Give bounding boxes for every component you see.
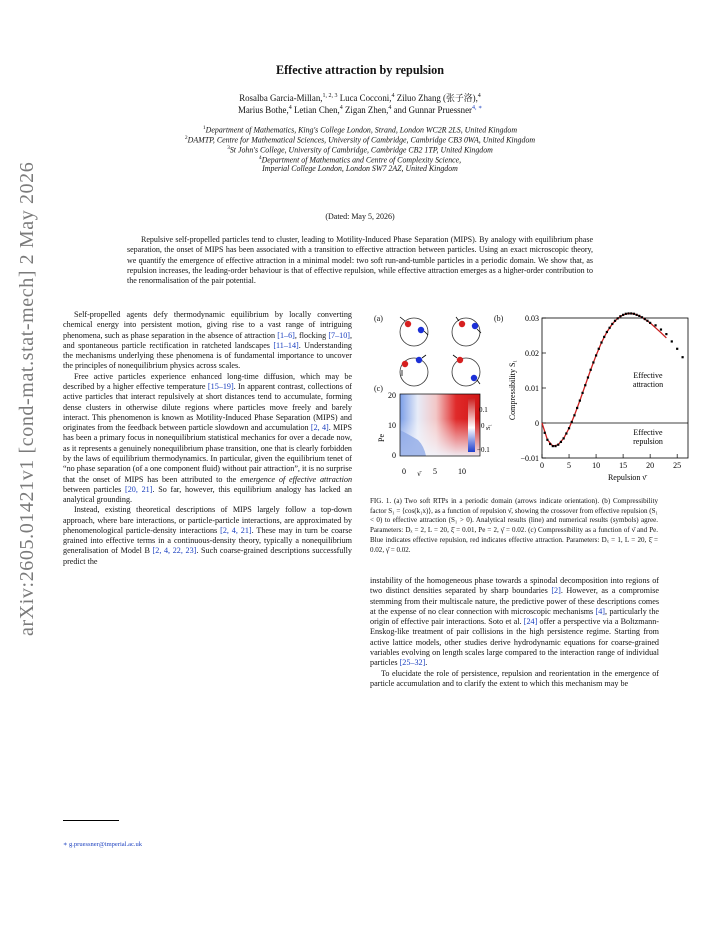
- particle-pair-3: [400, 355, 428, 386]
- panel-b-label: (b): [494, 314, 504, 323]
- panel-a-particles: [388, 312, 498, 392]
- b-data-point: [573, 414, 575, 416]
- panel-b-chart: [498, 308, 693, 488]
- annot-attraction-1: Effective: [633, 371, 663, 380]
- b-data-point: [576, 407, 578, 409]
- paragraph: To elucidate the role of persistence, repulsion and reorientation in the emergence of particle accumulation and to clarify the extent to which this mechanism may be: [370, 668, 659, 688]
- left-column: [63, 310, 352, 567]
- b-data-point: [565, 432, 567, 434]
- b-data-point: [590, 369, 592, 371]
- figure-caption: FIG. 1. (a) Two soft RTPs in a periodic domain (arrows indicate orientation). (b) Compressibility factor S₁ = ⟨cos(k₁x)⟩, as a function of repulsion ν̄, showing the crossover from effective repulsion (S₁ < 0) to effective attraction (S₁ > 0). Analytical results (line) and numerical results (symbols) agree. Parameters: Dₓ = 2, L = 20, ξ̄ = 0.01, Pe = 2, γ̄ = 0.02. (c) Compressibility as a function of ν̄ and Pe. Blue indicates effective repulsion, red indicates effective attraction. Parameters: Dₓ = 1, L = 20, ξ̄ = 0.02, γ̄ = 0.02.: [370, 497, 659, 554]
- colorbar: [468, 398, 475, 452]
- b-data-point: [552, 445, 554, 447]
- b-ytick-label: 0.03: [525, 314, 539, 323]
- particle-pair-1: [400, 317, 428, 346]
- b-xtick-label: 15: [619, 461, 628, 470]
- citation-link[interactable]: [20, 21]: [125, 484, 153, 494]
- abstract: Repulsive self-propelled particles tend to cluster, leading to Motility-Induced Phase Separation (MIPS). By analogy with equilibrium phase separation, the onset of MIPS has been associated with a transition to effective attraction between particles. Using an exact microscopic theory, we quantify the emergence of effective attraction in a minimal model: two soft run-and-tumble particles in a periodic domain. We show that, as repulsion increases, the leading-order behaviour is that of effective repulsion, while effective attraction emerges as a higher-order contribution to the renormalisation of the pair potential.: [127, 235, 593, 286]
- arxiv-sidebar-id: arXiv:2605.01421v1 [cond-mat.stat-mech] 2 May 2026: [16, 161, 38, 636]
- c-ytick-0: 0: [392, 451, 396, 460]
- b-data-point: [644, 318, 646, 320]
- citation-link[interactable]: [15–19]: [207, 381, 234, 391]
- citation-link[interactable]: [2, 4, 22, 23]: [152, 546, 197, 556]
- footnote: ∗ g.pruessner@imperial.ac.uk: [63, 841, 142, 848]
- b-data-point: [660, 328, 662, 330]
- b-xtick-label: 10: [592, 461, 601, 470]
- b-data-point: [638, 315, 640, 317]
- b-xtick-label: 25: [673, 461, 682, 470]
- b-ytick-label: 0: [535, 419, 539, 428]
- citation-link[interactable]: [11–14]: [273, 340, 299, 350]
- right-column: [370, 576, 659, 689]
- b-data-point: [560, 441, 562, 443]
- affiliation-2: $^2$DAMTP, Centre for Mathematical Sciences, University of Cambridge, Cambridge CB3 0WA, United Kingdom: [184, 135, 536, 145]
- c-xtick-0: 0: [402, 467, 406, 476]
- b-data-point: [619, 315, 621, 317]
- c-xtick-5: 5: [433, 467, 437, 476]
- annot-repulsion-1: Effective: [633, 428, 663, 437]
- b-data-point: [622, 314, 624, 316]
- affiliation-4-cont: Imperial College London, London SW7 2AZ, United Kingdom: [262, 164, 458, 173]
- b-data-point: [641, 316, 643, 318]
- b-ytick-label: 0.01: [525, 384, 539, 393]
- b-data-point: [654, 324, 656, 326]
- b-data-point: [633, 313, 635, 315]
- b-ytick-label: −0.01: [520, 454, 539, 463]
- b-data-point: [625, 313, 627, 315]
- b-data-point: [671, 340, 673, 342]
- footnote-rule: [63, 820, 119, 821]
- paper-title: Effective attraction by repulsion: [275, 63, 444, 77]
- b-data-point: [646, 320, 648, 322]
- b-data-point: [598, 348, 600, 350]
- b-data-point: [592, 361, 594, 363]
- b-data-point: [608, 327, 610, 329]
- particle-pair-2: [452, 317, 481, 346]
- b-data-point: [649, 322, 651, 324]
- b-data-point: [600, 341, 602, 343]
- authors-line-2: Marius Bothe,$^4$ Letian Chen,$^4$ Zigan Zhen,$^4$ and Gunnar Pruessner$^{4, ∗}$: [237, 104, 483, 115]
- affiliation-4: $^4$Department of Mathematics and Centre of Complexity Science,: [258, 155, 462, 165]
- citation-link[interactable]: [24]: [523, 617, 538, 627]
- b-xlabel: Repulsion ν̄: [607, 473, 647, 482]
- citation-link[interactable]: [4]: [595, 606, 605, 616]
- citation-link[interactable]: [2, 4]: [310, 423, 329, 433]
- b-data-point: [568, 427, 570, 429]
- panel-c-label: (c): [374, 384, 383, 393]
- panel-a-label: (a): [374, 314, 383, 323]
- citation-link[interactable]: [25–32]: [399, 658, 426, 668]
- b-data-point: [557, 444, 559, 446]
- b-data-point: [627, 312, 629, 314]
- citation-link[interactable]: [2]: [551, 586, 561, 596]
- b-data-point: [549, 443, 551, 445]
- particle-pair-4: [452, 355, 480, 386]
- b-data-point: [546, 439, 548, 441]
- b-data-point: [587, 376, 589, 378]
- b-xtick-label: 0: [540, 461, 544, 470]
- c-ytick-20: 20: [388, 391, 396, 400]
- b-data-point: [617, 317, 619, 319]
- b-data-point: [611, 323, 613, 325]
- email-link[interactable]: g.pruessner@imperial.ac.uk: [69, 841, 142, 848]
- b-data-point: [665, 333, 667, 335]
- affiliation-3: $^3$St John's College, University of Cambridge, Cambridge CB2 1TP, United Kingdom: [227, 145, 493, 155]
- b-data-point: [544, 432, 546, 434]
- paragraph: Self-propelled agents defy thermodynamic equilibrium by locally converting chemical energy into persistent motion, giving rise to a vast range of intriguing phenomena, such as phase separation in the absence of attraction [1–6], flocking [7–10], and spontaneous particle rectification in ratcheted landscapes [11–14]. Understanding the mechanisms underlying these phenomena is of fundamental importance to uncover the principles of nonequilibrium physics across scales.: [63, 310, 353, 371]
- annot-repulsion-2: repulsion: [633, 437, 663, 446]
- affiliation-1: $^1$Department of Mathematics, King's College London, Strand, London WC2R 2LS, United Kingdom: [202, 125, 518, 135]
- paragraph: Free active particles experience enhanced long-time diffusion, which may be described by a higher effective temperature [15–19]. In apparent contrast, collections of active particles that interact repulsively at short distances tend to accumulate, forming dense clusters in otherwise dilute regions where particles move freely and barely interact. This phenomenon is known as Motility-Induced Phase Separation (MIPS) and originates from the feedback between particle slowdown and accumulation [2, 4]. MIPS has been a primary focus in nonequilibrium statistical mechanics for over a decade now, as it represents a genuinely nonequilibrium phase transition, one that is clearly forbidden by the laws of equilibrium thermodynamics. In particular, given the equilibrium tenet of “no phase separation (of a one component fluid) without pair attraction”, it is no surprise that the onset of MIPS has been attributed to the emergence of effective attraction between particles [20, 21]. So far, however, this equilibrium analogy has lacked an analytical grounding.: [63, 371, 353, 505]
- b-data-point: [614, 320, 616, 322]
- b-xtick-label: 20: [646, 461, 655, 470]
- b-ytick-label: 0.02: [525, 349, 539, 358]
- paragraph: instability of the homogeneous phase towards a spinodal decomposition into regions of two distinct densities separated by sharp boundaries [2]. However, as a compromise stemming from their multiscale nature, the predictive power of these descriptions comes at the expense of no clear connection with microscopic mechanisms [4], particularly the origin of effective pair interactions. Soto et al. [24] offer a perspective via a Boltzmann-Enskog-like treatment of pair collisions in the high persistence regime. Starting from active lattice models, other studies derive hydrodynamic equations for coarse-grained variables evolving on length scales large compared to the interaction range of individual particles [25–32].: [370, 576, 659, 668]
- annot-attraction-2: attraction: [632, 380, 664, 389]
- dated-line: (Dated: May 5, 2026): [325, 212, 395, 221]
- b-data-point: [606, 331, 608, 333]
- cbar-tick-pos: 0.1: [479, 406, 488, 414]
- c-ytick-10: 10: [388, 421, 396, 430]
- b-data-point: [681, 356, 683, 358]
- c-xlabel: ν̄: [417, 470, 421, 478]
- c-ylabel: Pe: [377, 434, 386, 442]
- b-data-point: [636, 314, 638, 316]
- b-data-point: [595, 354, 597, 356]
- cbar-label: S₁: [485, 424, 492, 430]
- cbar-tick-zero: 0: [481, 422, 485, 430]
- b-data-point: [579, 400, 581, 402]
- b-data-point: [603, 336, 605, 338]
- b-data-point: [554, 445, 556, 447]
- c-xtick-10: 10: [458, 467, 466, 476]
- b-data-point: [630, 312, 632, 314]
- b-data-point: [676, 348, 678, 350]
- cbar-tick-neg: −0.1: [477, 446, 490, 454]
- authors-line-1: Rosalba Garcia-Millan,$^{1, 2, 3}$ Luca Cocconi,$^4$ Ziluo Zhang (张子洛),$^4$: [239, 92, 481, 103]
- b-xtick-label: 5: [567, 461, 572, 470]
- b-data-point: [584, 384, 586, 386]
- b-data-point: [571, 421, 573, 423]
- b-ylabel: Compressibility S₁: [508, 359, 517, 421]
- citation-link[interactable]: [2, 4, 21]: [220, 525, 252, 535]
- paragraph: Instead, existing theoretical descriptions of MIPS largely follow a top-down approach, where bare interactions, or particle-particle interactions, are approximated by phenomenological particle-density interactions [2, 4, 21]. These may in turn be coarse grained into effective terms in a continuous-density theory, typically a nonequilibrium generalisation of Model B [2, 4, 22, 23]. Such coarse-grained descriptions successfully predict the: [63, 505, 352, 566]
- citation-link[interactable]: [1–6]: [277, 330, 295, 340]
- citation-link[interactable]: [7–10]: [328, 330, 350, 340]
- b-data-point: [581, 392, 583, 394]
- panel-c-heatmap: [374, 390, 494, 482]
- b-data-point: [563, 437, 565, 439]
